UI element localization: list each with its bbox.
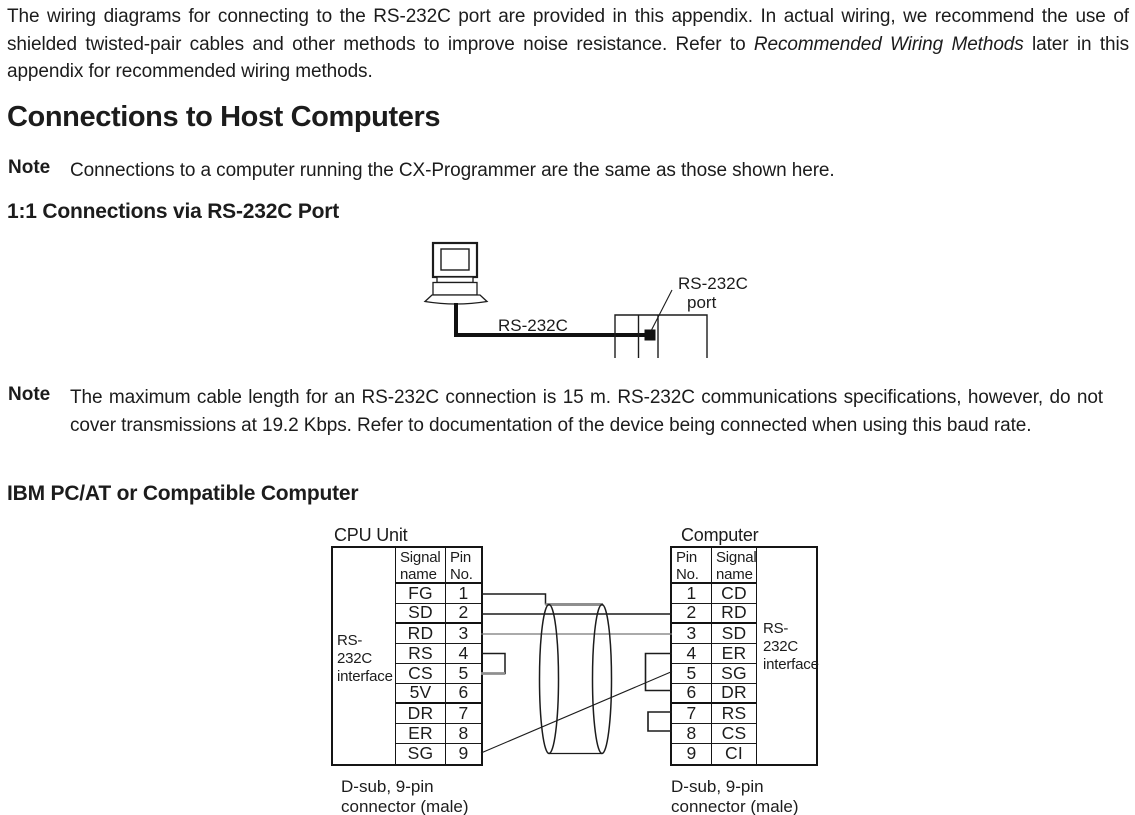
- pc-signal-sd: SD: [712, 624, 757, 644]
- note-label: Note: [8, 157, 51, 178]
- cpu-signal-5v: 5V: [395, 684, 445, 704]
- note-label: Note: [8, 384, 51, 405]
- computer-interface-label: RS-232C interface: [763, 620, 819, 673]
- cpu-connector-caption: [341, 777, 469, 815]
- port-label-line2: port: [687, 293, 717, 312]
- cpu-signal-cs: CS: [395, 664, 445, 684]
- pc-pin-3: 3: [672, 624, 712, 644]
- wiring-lines: [481, 594, 672, 754]
- cpu-col-pin-header: Pin No.: [445, 548, 481, 584]
- note-2-text: The maximum cable length for an RS-232C connection is 15 m. RS-232C communications specifications, however, do not cover transmissions at 19.2 Kbps. Refer to documentation of the device being connected when using this baud rate.: [70, 387, 1103, 436]
- pc-pin-4: 4: [672, 644, 712, 664]
- cpu-signal-rd: RD: [395, 624, 445, 644]
- wire-fg-shield: [481, 594, 546, 605]
- cpu-pin-8: 8: [445, 724, 481, 744]
- port-label: [678, 274, 748, 312]
- cpu-pin-4: 4: [445, 644, 481, 664]
- port-label-line1: RS-232C: [678, 274, 748, 293]
- cpu-connector-table: [331, 546, 483, 766]
- pc-signal-er: ER: [712, 644, 757, 664]
- cpu-pin-2: 2: [445, 604, 481, 624]
- subheading-rs232c-port: 1:1 Connections via RS-232C Port: [7, 200, 340, 223]
- note-1: [8, 157, 1108, 185]
- cpu-pin-9: 9: [445, 744, 481, 764]
- cpu-pin-1: 1: [445, 584, 481, 604]
- cpu-signal-rs: RS: [395, 644, 445, 664]
- pc-signal-rs: RS: [712, 704, 757, 724]
- pc-pin-1: 1: [672, 584, 712, 604]
- cpu-pin-6: 6: [445, 684, 481, 704]
- cpu-caption-line1: D-sub, 9-pin: [341, 777, 434, 796]
- cpu-pin-3: 3: [445, 624, 481, 644]
- port-pointer-line: [652, 290, 673, 330]
- intro-text-before: The wiring diagrams for connecting to the RS-232C port are provided in this appendix. In actual wiring, we recommend the use of shielded twisted-pair cables and other methods to improve noise resistance. Refer to: [7, 6, 1129, 55]
- pc-er-dr-jumper: [646, 654, 673, 691]
- pc-caption-line2: connector (male): [671, 796, 799, 815]
- note-1-text: Connections to a computer running the CX-Programmer are the same as those shown here.: [70, 160, 835, 181]
- cpu-signal-dr: DR: [395, 704, 445, 724]
- pc-rs-cs-jumper: [648, 712, 672, 731]
- cpu-signal-er: ER: [395, 724, 445, 744]
- pc-signal-sg: SG: [712, 664, 757, 684]
- pc-signal-rd: RD: [712, 604, 757, 624]
- cpu-signal-sg: SG: [395, 744, 445, 764]
- cpu-rs-cs-jumper: [481, 654, 505, 674]
- pc-caption-line1: D-sub, 9-pin: [671, 777, 764, 796]
- wire-sg-sg: [481, 672, 672, 754]
- computer-title: Computer: [681, 525, 759, 545]
- pc-col-pin-header: Pin No.: [672, 548, 712, 584]
- cable-label: RS-232C: [498, 316, 568, 335]
- note-2: [8, 384, 1103, 439]
- pc-pin-2: 2: [672, 604, 712, 624]
- cpu-unit-title: CPU Unit: [334, 525, 408, 545]
- intro-paragraph: [7, 3, 1129, 86]
- plc-device: [615, 315, 707, 358]
- cpu-signal-sd: SD: [395, 604, 445, 624]
- pc-signal-cs: CS: [712, 724, 757, 744]
- shield-ellipse-2: [593, 605, 612, 754]
- pc-pin-5: 5: [672, 664, 712, 684]
- pc-pin-6: 6: [672, 684, 712, 704]
- shield-ellipse-1: [540, 605, 559, 754]
- cpu-signal-fg: FG: [395, 584, 445, 604]
- intro-text-after: later in this appendix for recommended wiring methods.: [7, 33, 1129, 82]
- intro-text-italic: Recommended Wiring Methods: [753, 33, 1024, 55]
- pc-signal-ci: CI: [712, 744, 757, 764]
- pc-pin-8: 8: [672, 724, 712, 744]
- cpu-col-signal-header: Signal name: [395, 548, 445, 584]
- pc-signal-dr: DR: [712, 684, 757, 704]
- pc-col-signal-header: Signal name: [712, 548, 757, 584]
- computer-connector-caption: [671, 777, 799, 815]
- rs232c-port-marker: [645, 330, 656, 341]
- computer-connector-table: [670, 546, 818, 766]
- pc-pin-7: 7: [672, 704, 712, 724]
- subheading-ibm-pcat: IBM PC/AT or Compatible Computer: [7, 482, 359, 505]
- pc-pin-9: 9: [672, 744, 712, 764]
- cpu-pin-5: 5: [445, 664, 481, 684]
- cpu-caption-line2: connector (male): [341, 796, 469, 815]
- cpu-pin-7: 7: [445, 704, 481, 724]
- cpu-interface-label: RS-232C interface: [337, 632, 393, 685]
- section-heading: Connections to Host Computers: [7, 101, 441, 133]
- host-computer-icon: [425, 243, 487, 304]
- pc-signal-cd: CD: [712, 584, 757, 604]
